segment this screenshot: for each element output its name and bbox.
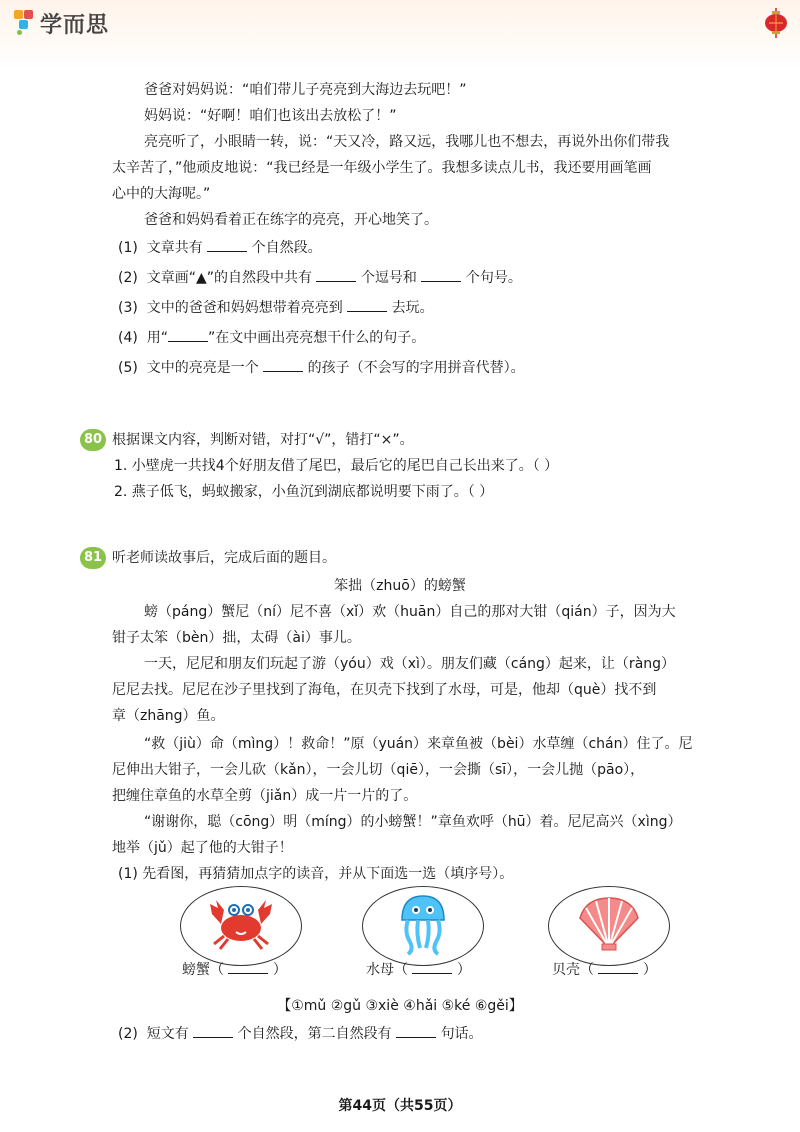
pinyin-options: 【①mǔ ②gǔ ③xiè ④hǎi ⑤ké ⑥gěi】 xyxy=(277,998,523,1014)
story-line-5: 章（zhāng）鱼。 xyxy=(112,708,225,724)
answer-blank[interactable] xyxy=(421,268,461,282)
story-line-9: “谢谢你，聪（cōng）明（míng）的小螃蟹！”章鱼欢呼（hū）着。尼尼高兴（xìng） xyxy=(144,814,682,830)
story-line-6: “救（jiù）命（mìng）！救命！”原（yuán）来章鱼被（bèi）水草缠（chán）住了。尼 xyxy=(144,736,693,752)
answer-blank[interactable] xyxy=(207,238,247,252)
story-line-7: 尼伸出大钳子，一会儿砍（kǎn），一会儿切（qiē），一会撕（sī），一会儿抛（pāo）， xyxy=(112,762,645,778)
answer-blank[interactable] xyxy=(193,1024,233,1038)
question-5: (5) 文中的亮亮是一个 的孩子（不会写的字用拼音代替）。 xyxy=(118,360,525,376)
answer-blank[interactable] xyxy=(412,960,452,974)
question-2: (2) 文章画“▲”的自然段中共有 个逗号和 个句号。 xyxy=(118,270,522,286)
shell-answer: 贝壳（ ） xyxy=(552,962,657,978)
q80-item-1: 1. 小壁虎一共找4个好朋友借了尾巴，最后它的尾巴自己长出来了。（ ） xyxy=(114,458,559,474)
answer-blank[interactable] xyxy=(228,960,268,974)
page-number: 第44页（共55页） xyxy=(338,1098,462,1114)
logo-text: 学而思 xyxy=(40,12,110,38)
jellyfish-answer: 水母（ ） xyxy=(366,962,471,978)
shell-icon xyxy=(576,896,642,952)
story-line-10: 地举（jǔ）起了他的大钳子！ xyxy=(112,840,293,856)
answer-blank[interactable] xyxy=(263,358,303,372)
story-line-2: 钳子太笨（bèn）拙，太碍（ài）事儿。 xyxy=(112,630,361,646)
q80-item-2: 2. 燕子低飞，蚂蚁搬家，小鱼沉到湖底都说明要下雨了。（ ） xyxy=(114,484,494,500)
crab-answer: 螃蟹（ ） xyxy=(182,962,287,978)
jellyfish-icon xyxy=(396,892,450,956)
story-line-8: 把缠住章鱼的水草全剪（jiǎn）成一片一片的了。 xyxy=(112,788,418,804)
passage1-line-3: 亮亮听了，小眼睛一转，说：“天又冷，路又远，我哪儿也不想去，再说外出你们带我 xyxy=(144,134,670,150)
question-1: (1) 文章共有 个自然段。 xyxy=(118,240,322,256)
question-4: (4) 用“ ”在文中画出亮亮想干什么的句子。 xyxy=(118,330,426,346)
q81-sub-1: (1) 先看图，再猜猜加点字的读音，并从下面选一选（填序号）。 xyxy=(118,866,514,882)
question-number-badge: 81 xyxy=(80,547,106,569)
passage1-line-1: 爸爸对妈妈说：“咱们带儿子亮亮到大海边去玩吧！” xyxy=(144,82,467,98)
answer-blank[interactable] xyxy=(598,960,638,974)
story-title: 笨拙（zhuō）的螃蟹 xyxy=(334,578,466,594)
passage1-line-4: 太辛苦了，”他顽皮地说：“我已经是一年级小学生了。我想多读点儿书，我还要用画笔画 xyxy=(112,160,652,176)
story-line-3: 一天，尼尼和朋友们玩起了游（yóu）戏（xì）。朋友们藏（cáng）起来，让（ràng） xyxy=(144,656,676,672)
story-line-4: 尼尼去找。尼尼在沙子里找到了海龟，在贝壳下找到了水母，可是，他却（què）找不到 xyxy=(112,682,657,698)
answer-blank[interactable] xyxy=(347,298,387,312)
question-3: (3) 文中的爸爸和妈妈想带着亮亮到 去玩。 xyxy=(118,300,434,316)
q81-sub-2: (2) 短文有 个自然段，第二自然段有 句话。 xyxy=(118,1026,483,1042)
story-line-1: 螃（páng）蟹尼（ní）尼不喜（xǐ）欢（huān）自己的那对大钳（qián）子，因为大 xyxy=(144,604,676,620)
answer-blank[interactable] xyxy=(396,1024,436,1038)
answer-blank[interactable] xyxy=(316,268,356,282)
question-number-badge: 80 xyxy=(80,429,106,451)
q80-prompt: 根据课文内容，判断对错，对打“√”，错打“×”。 xyxy=(112,432,414,448)
passage1-line-5: 心中的大海呢。” xyxy=(112,186,211,202)
passage1-line-6: 爸爸和妈妈看着正在练字的亮亮，开心地笑了。 xyxy=(144,212,438,228)
answer-blank[interactable] xyxy=(168,328,208,342)
passage1-line-2: 妈妈说：“好啊！咱们也该出去放松了！” xyxy=(144,108,397,124)
crab-icon xyxy=(206,894,276,954)
q81-prompt: 听老师读故事后，完成后面的题目。 xyxy=(112,550,336,566)
